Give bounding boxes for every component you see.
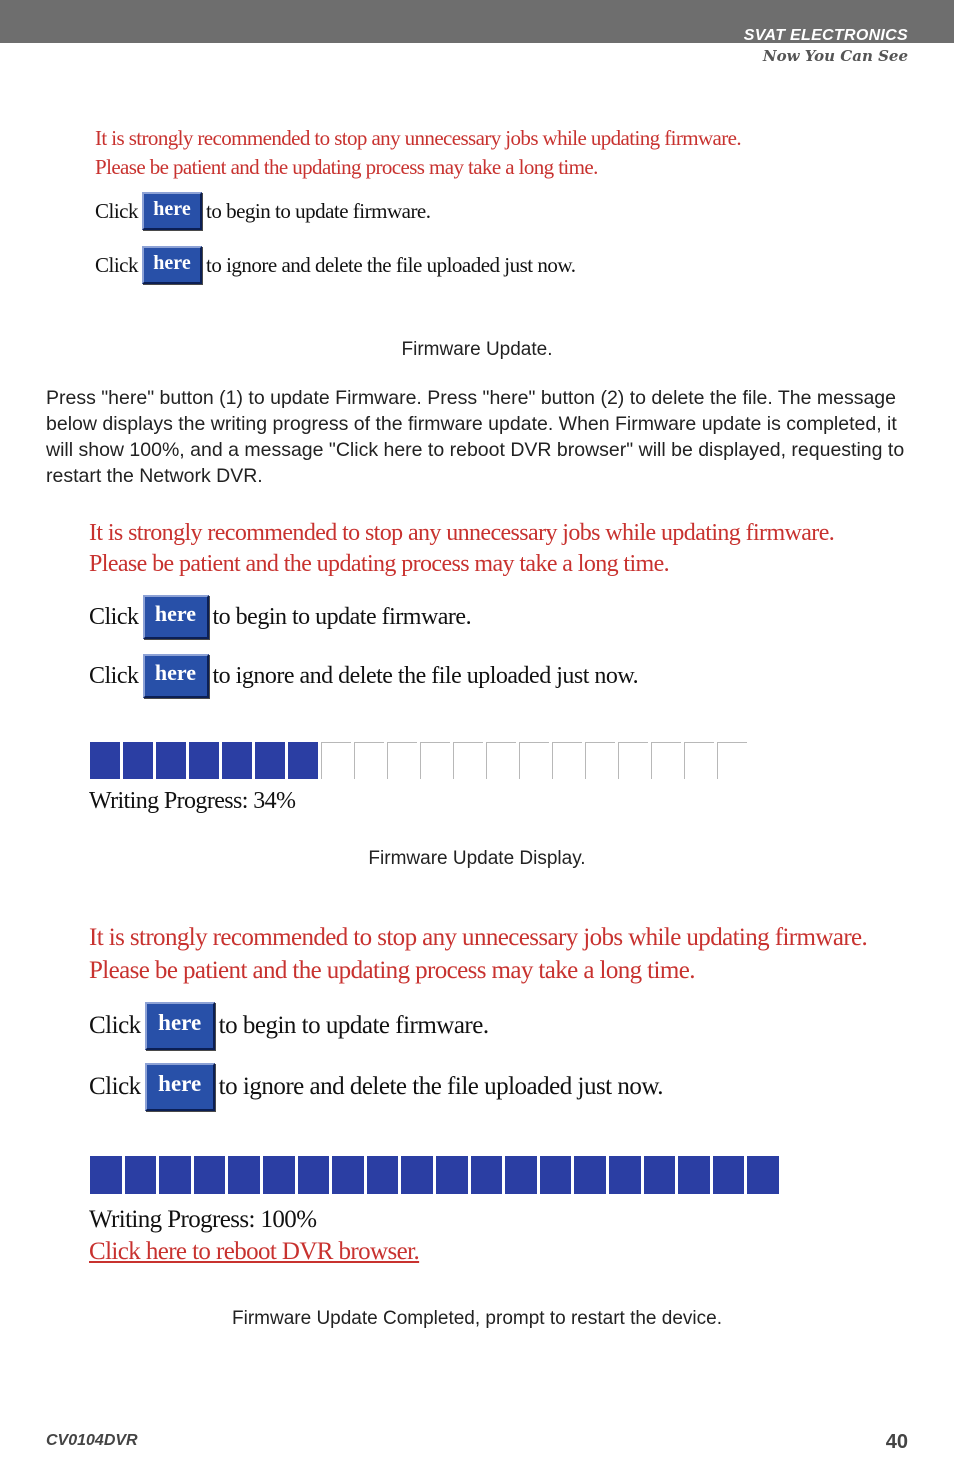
begin-update-text: to begin to update firmware. — [212, 603, 472, 630]
instructions-paragraph: Press "here" button (1) to update Firmware. Press "here" button (2) to delete the file. The message below displays the writing progress of the firmware update. When Firmware update is completed, it will show 100%, and a message "Click here to reboot DVR browser" will be displayed, requesting to restart the Network DVR. — [46, 387, 905, 487]
click-label: Click — [89, 662, 139, 689]
warning-line-1: It is strongly recommended to stop any unnecessary jobs while updating firmware. — [89, 924, 868, 951]
progress-segment-empty — [354, 742, 384, 779]
begin-update-row — [89, 595, 471, 639]
progress-segment-empty — [651, 742, 681, 779]
progress-segment-empty — [321, 742, 351, 779]
click-label: Click — [89, 1073, 141, 1100]
progress-segment-filled — [471, 1156, 503, 1194]
progress-segment-filled — [255, 742, 285, 779]
progress-segment-filled — [125, 1156, 157, 1194]
warning-line-2: Please be patient and the updating process may take a long time. — [89, 957, 695, 984]
progress-segment-filled — [228, 1156, 260, 1194]
begin-update-row — [95, 192, 431, 230]
here-button-update[interactable]: here — [142, 192, 202, 230]
caption-firmware-update-display: Firmware Update Display. — [368, 848, 586, 869]
progress-segment-filled — [159, 1156, 191, 1194]
progress-segment-filled — [90, 742, 120, 779]
writing-progress-bar-complete — [90, 1156, 782, 1194]
brand-tagline: Now You Can See — [762, 47, 908, 65]
begin-update-row — [89, 1002, 489, 1050]
delete-file-row — [95, 246, 575, 284]
firmware-update-screenshot-2 — [89, 518, 879, 828]
warning-line-1: It is strongly recommended to stop any unnecessary jobs while updating firmware. — [89, 520, 835, 546]
firmware-update-screenshot-1 — [95, 124, 815, 294]
progress-segment-empty — [519, 742, 549, 779]
progress-segment-filled — [713, 1156, 745, 1194]
progress-segment-filled — [189, 742, 219, 779]
progress-segment-empty — [717, 742, 747, 779]
progress-segment-empty — [618, 742, 648, 779]
progress-segment-filled — [156, 742, 186, 779]
progress-segment-filled — [401, 1156, 433, 1194]
warning-line-2: Please be patient and the updating process may take a long time. — [89, 551, 670, 577]
progress-segment-filled — [574, 1156, 606, 1194]
warning-line-1: It is strongly recommended to stop any unnecessary jobs while updating firmware. — [95, 126, 742, 150]
caption-firmware-update-completed: Firmware Update Completed, prompt to restart the device. — [232, 1308, 722, 1329]
progress-segment-filled — [222, 742, 252, 779]
here-button-delete[interactable]: here — [143, 654, 209, 698]
caption-firmware-update: Firmware Update. — [401, 339, 553, 360]
begin-update-text: to begin to update firmware. — [218, 1012, 489, 1039]
progress-segment-filled — [298, 1156, 330, 1194]
here-button-update[interactable]: here — [145, 1002, 215, 1050]
brand-name: SVAT ELECTRONICS — [743, 27, 908, 44]
progress-segment-filled — [505, 1156, 537, 1194]
click-label: Click — [95, 252, 138, 277]
click-label: Click — [95, 198, 138, 223]
delete-file-text: to ignore and delete the file uploaded just now. — [212, 662, 639, 689]
writing-progress-bar — [90, 742, 754, 779]
progress-segment-filled — [678, 1156, 710, 1194]
here-button-update[interactable]: here — [143, 595, 209, 639]
progress-segment-filled — [90, 1156, 122, 1194]
progress-segment-filled — [644, 1156, 676, 1194]
delete-file-text: to ignore and delete the file uploaded just now. — [218, 1073, 664, 1100]
delete-file-row — [89, 1063, 663, 1111]
delete-file-row — [89, 654, 638, 698]
delete-file-text: to ignore and delete the file uploaded just now. — [206, 252, 576, 277]
footer-model-number: CV0104DVR — [46, 1432, 138, 1449]
progress-segment-filled — [194, 1156, 226, 1194]
progress-segment-filled — [436, 1156, 468, 1194]
progress-segment-empty — [420, 742, 450, 779]
progress-segment-empty — [453, 742, 483, 779]
progress-segment-filled — [367, 1156, 399, 1194]
footer-page-number: 40 — [885, 1431, 908, 1453]
here-button-delete[interactable]: here — [142, 246, 202, 284]
progress-segment-empty — [684, 742, 714, 779]
progress-segment-empty — [387, 742, 417, 779]
progress-segment-filled — [540, 1156, 572, 1194]
progress-segment-filled — [288, 742, 318, 779]
warning-line-2: Please be patient and the updating process may take a long time. — [95, 155, 598, 179]
progress-segment-filled — [332, 1156, 364, 1194]
click-label: Click — [89, 603, 139, 630]
progress-segment-empty — [486, 742, 516, 779]
progress-segment-empty — [585, 742, 615, 779]
reboot-dvr-link[interactable]: Click here to reboot DVR browser. — [89, 1238, 420, 1265]
click-label: Click — [89, 1012, 141, 1039]
progress-segment-empty — [552, 742, 582, 779]
here-button-delete[interactable]: here — [145, 1063, 215, 1111]
progress-segment-filled — [609, 1156, 641, 1194]
writing-progress-label: Writing Progress: 34% — [89, 788, 296, 814]
writing-progress-label: Writing Progress: 100% — [89, 1206, 317, 1233]
progress-segment-filled — [747, 1156, 779, 1194]
begin-update-text: to begin to update firmware. — [206, 198, 431, 223]
progress-segment-filled — [263, 1156, 295, 1194]
progress-segment-filled — [123, 742, 153, 779]
firmware-update-screenshot-3 — [89, 922, 909, 1272]
